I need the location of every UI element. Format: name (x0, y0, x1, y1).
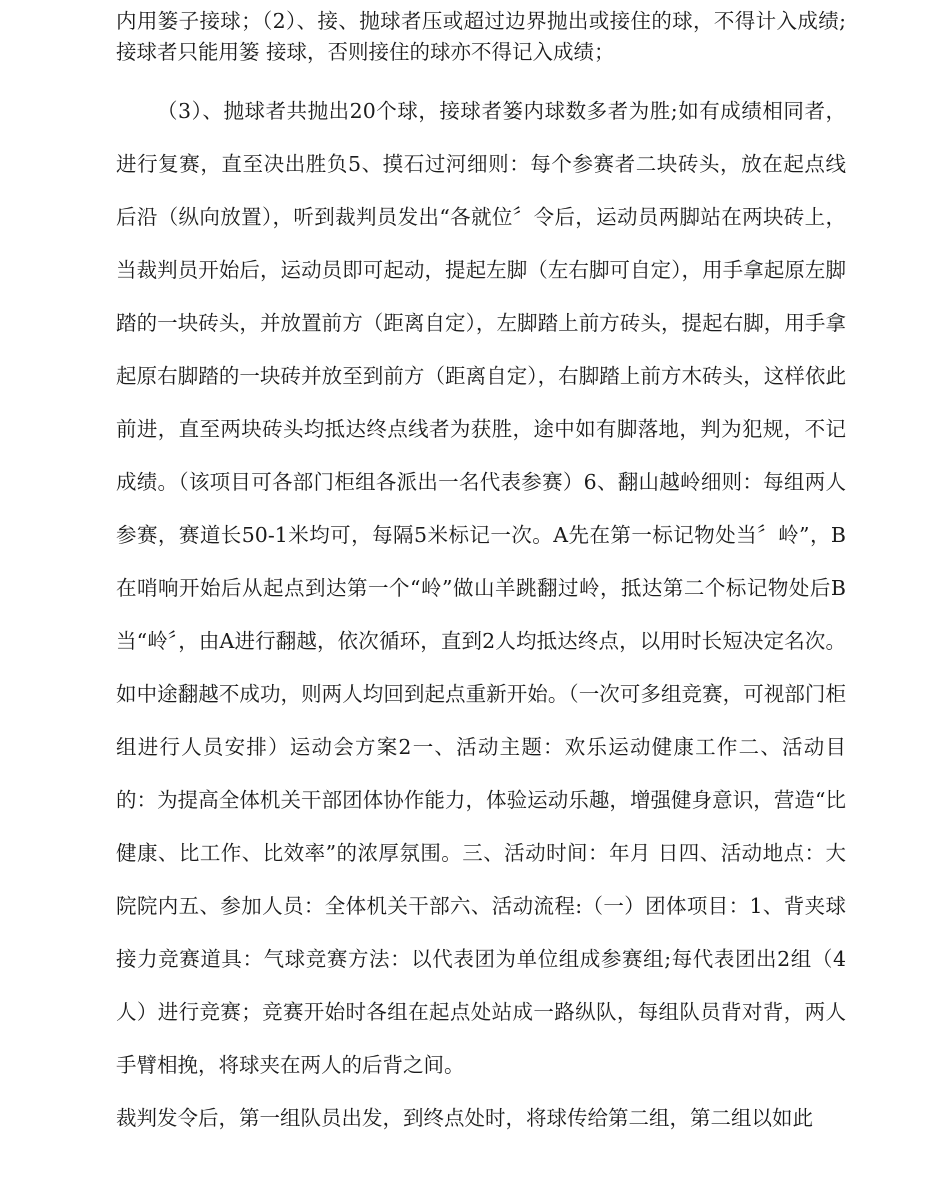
paragraph-referee: 裁判发令后，第一组队员出发，到终点处时，将球传给第二组，第二组以如此 (116, 1106, 813, 1130)
document-page (116, 0, 846, 1145)
paragraph-rules-2: 内用篓子接球；（2）、接、抛球者压或超过边界抛出或接住的球，不得计入成绩;接球者只能用篓 接球，否则接住的球亦不得记入成绩； (116, 9, 846, 64)
paragraph-rules-3: （3）、抛球者共抛出20个球，接球者篓内球数多者为胜;如有成绩相同者，进行复赛，直至决出胜负5、摸石过河细则：每个参赛者二块砖头，放在起点线后沿（纵向放置），听到裁判员发出“各就位〞令后，运动员两脚站在两块砖上，当裁判员开始后，运动员即可起动，提起左脚（左右脚可自定），用手拿起原左脚踏的一块砖头，并放置前方（距离自定），左脚踏上前方砖头，提起右脚，用手拿起原右脚踏的一块砖并放至到前方（距离自定），右脚踏上前方木砖头，这样依此前进，直至两块砖头均抵达终点线者为获胜，途中如有脚落地，判为犯规，不记成绩。（该项目可各部门柜组各派出一名代表参赛）6、翻山越岭细则：每组两人参赛，赛道长50-1米均可，每隔5米标记一次。A先在第一标记物处当〞岭”，B在哨响开始后从起点到达第一个“岭”做山羊跳翻过岭，抵达第二个标记物处后B当“岭〞，由A进行翻越，依次循环，直到2人均抵达终点，以用时长短决定名次。如中途翻越不成功，则两人均回到起点重新开始。（一次可多组竞赛，可视部门柜组进行人员安排）运动会方案2一、活动主题：欢乐运动健康工作二、活动目的：为提高全体机关干部团体协作能力，体验运动乐趣，增强健身意识，营造“比健康、比工作、比效率”的浓厚氛围。三、活动时间：年月 日四、活动地点：大院院内五、参加人员：全体机关干部六、活动流程:（一）团体项目：1、背夹球接力竞赛道具：气球竞赛方法：以代表团为单位组成参赛组;每代表团出2组（4人）进行竞赛；竞赛开始时各组在起点处站成一路纵队，每组队员背对背，两人手臂相挽，将球夹在两人的后背之间。 (116, 99, 846, 1077)
